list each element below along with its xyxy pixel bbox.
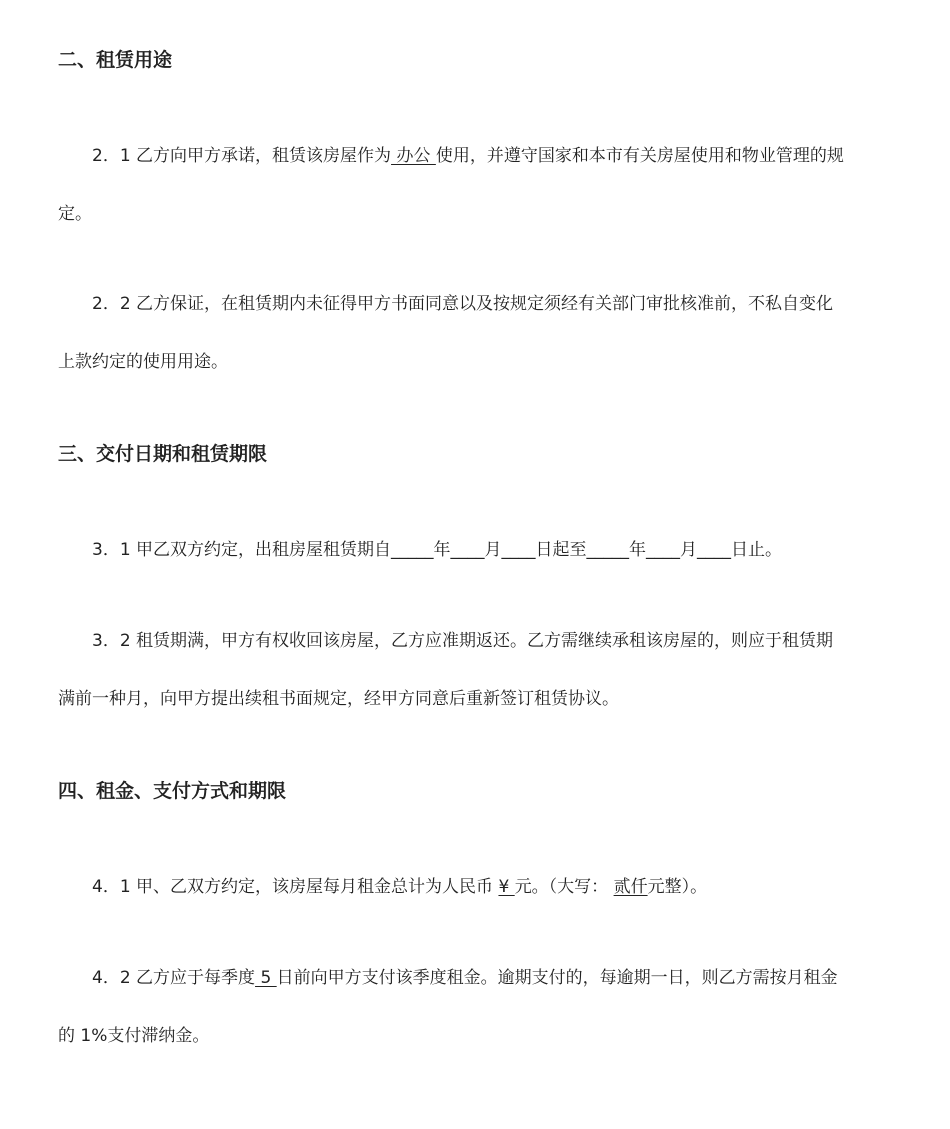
section-heading-delivery-term: 三、交付日期和租赁期限 bbox=[58, 443, 268, 465]
rent-amount-in-words: 贰仟 bbox=[613, 877, 648, 897]
clause-4-1 bbox=[58, 875, 928, 899]
clause-3-2-line1: 3．2 租赁期满，甲方有权收回该房屋，乙方应准期返还。乙方需继续承租该房屋的，则应于租赁期 bbox=[92, 631, 834, 651]
clause-4-1-text-b: 元。（大写： bbox=[514, 877, 614, 897]
clause-4-2-line2: 的 1%支付滞纳金。 bbox=[58, 1026, 210, 1046]
clause-2-1-text-a: 2．1 乙方向甲方承诺，租赁该房屋作为 bbox=[92, 146, 392, 166]
section-heading-rent-payment: 四、租金、支付方式和期限 bbox=[58, 780, 287, 802]
clause-4-2-text-b: 日前向甲方支付该季度租金。逾期支付的，每逾期一日，则乙方需按月租金 bbox=[276, 968, 838, 988]
clause-2-1-line1 bbox=[58, 144, 928, 168]
clause-2-1-text-b: 使用，并遵守国家和本市有关房屋使用和物业管理的规 bbox=[435, 146, 844, 166]
clause-4-2-text-a: 4．2 乙方应于每季度 bbox=[92, 968, 256, 988]
clause-3-2-line2: 满前一种月，向甲方提出续租书面规定，经甲方同意后重新签订租赁协议。 bbox=[58, 689, 619, 709]
clause-4-1-text-c: 元整）。 bbox=[647, 877, 708, 897]
clause-2-2-line2: 上款约定的使用用途。 bbox=[58, 352, 228, 372]
payment-day-value: 5 bbox=[255, 968, 277, 988]
section-heading-usage: 二、租赁用途 bbox=[58, 49, 173, 71]
clause-2-2-line1: 2．2 乙方保证，在租赁期内未征得甲方书面同意以及按规定须经有关部门审批核准前，不私自变化 bbox=[92, 294, 834, 314]
clause-4-1-text-a: 4．1 甲、乙双方约定，该房屋每月租金总计为人民币 bbox=[92, 877, 499, 897]
clause-2-1-line2: 定。 bbox=[58, 204, 92, 224]
usage-purpose-value: 办公 bbox=[391, 146, 436, 166]
clause-3-1: 3．1 甲乙双方约定，出租房屋租赁期自_____年____月____日起至_____年____月____日止。 bbox=[92, 540, 783, 560]
clause-4-2-line1 bbox=[58, 966, 928, 990]
rent-amount-value: ¥ bbox=[498, 877, 515, 897]
